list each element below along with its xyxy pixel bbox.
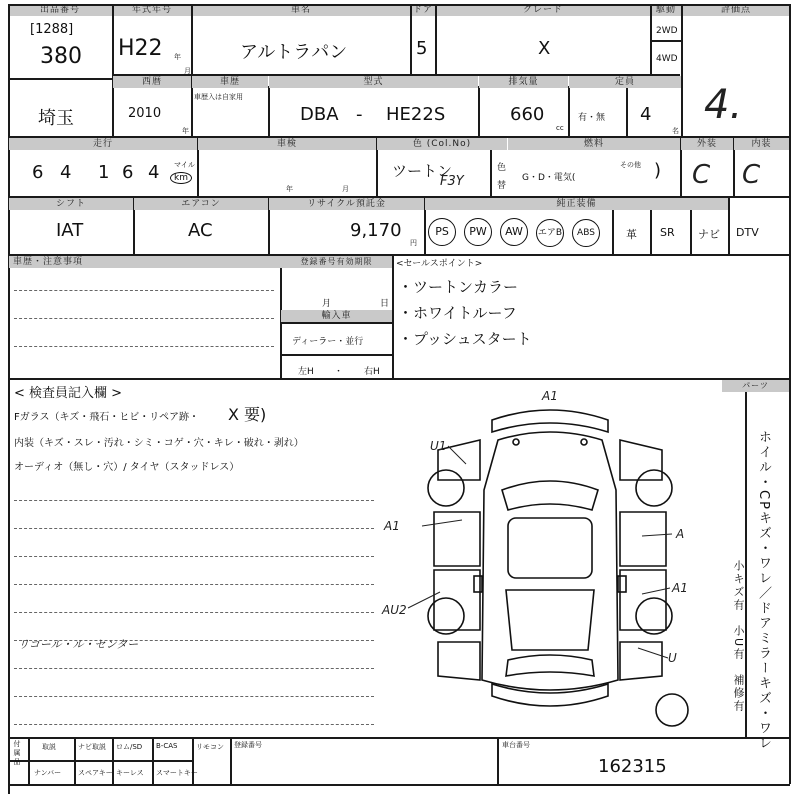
auction-sheet: 出品番号 年式年号 車名 ドア グレード 駆動 評価点 [1288] 380 埼玉 H22 年 月 アルトラパン 5 X 2WD 4WD 西暦 車歴 型式 排気量 定員 2010 年 車歴入は自家用 DBA - HE22S 660 cc 有・無 4 名 4. 走行 車検 色 (Col.No) 燃料 外装 内装 6 4 1 6 4 マイル km 年 月 ツートン F3Y 色 替 G・D・電気( その他 ) C C シフト エアコン リサイクル預託金 純正装備 IAT AC 9,170 円 PS PW AW エアB ABS 革 SR ナビ DTV 車歴・注意事項 登録番号有効期限 月 日 輸入車 ディーラー・並行 左H ・ 右H <セールスポイント> ・ツートンカラー ・ホワイトルーフ ・プッシュスタート < 検査員記入欄 > Fガラス（キズ・飛石・ヒビ・リペア跡・ X 要) 内装（キズ・スレ・汚れ・シミ・コゲ・穴・キレ・破れ・剥れ） オーディオ（無し・穴）/ タイヤ（スタッドレス） リコール・ル・センター A1 U1 A1 A A1 AU2 U パーツ ホイル・CPキズ・ワレ／ドアミラーキズ・ワレ 小キズ有 小U有 補修有 付属品 取説 ナビ取説 ロム/SD B-CAS リモコン ナンバー スペアキー キーレス スマートキー 登録番号 車台番号 162315 [0,0,800,800]
header-lot: 出品番号 [8,4,112,16]
import-dealer: ディーラー・並行 [292,337,364,347]
header-door: ドア [411,4,435,16]
equip-navi: ナビ [698,228,720,241]
mark-left-door: A1 [384,519,400,533]
region: 埼玉 [38,108,74,129]
color-code: F3Y [440,174,464,189]
header-grade: グレード [436,4,650,16]
lot-number: 380 [40,44,82,69]
handwritten-note: リコール・ル・センター [18,638,139,651]
mileage-digit-2: 4 [60,162,72,183]
mark-left-front: U1 [430,439,447,453]
equipment-row [428,218,608,247]
engine-cc: 660 [510,104,545,125]
evaluation-score: 4. [704,82,743,128]
exterior-grade: C [692,160,711,190]
mark-rear-right: U [668,651,677,665]
equip-pw: PW [464,218,492,246]
mark-right-rear: A1 [672,581,688,595]
frame-number: 162315 [598,756,667,777]
year-western: 2010 [128,106,162,121]
equip-leather: 革 [626,228,637,241]
equip-aw: AW [500,218,528,246]
glass-mark: X 要) [228,405,267,424]
equip-abs: ABS [572,219,600,247]
has-option: 有・無 [578,113,606,123]
mark-front: A1 [542,389,558,403]
fuel-options: G・D・電気( [522,173,576,183]
grade: X [538,38,551,59]
color-name: ツートン [392,162,453,180]
mark-left-rear: AU2 [382,603,407,617]
seat-count: 4 [640,104,652,125]
inspector-line-1: Fガラス（キズ・飛石・ヒビ・リペア跡・ [14,412,200,423]
equip-ps: PS [428,218,456,246]
sales-point-2: ・ホワイトルーフ [398,304,517,322]
equip-airbag: エアB [536,219,564,247]
equip-sr: SR [660,226,675,239]
parts-note-1: ホイル・CPキズ・ワレ／ドアミラーキズ・ワレ [756,430,771,751]
mileage-digit-5: 4 [148,162,160,183]
lot-code: [1288] [30,22,74,37]
model-code: HE22S [386,104,446,125]
mileage-digit-3: 1 [98,162,110,183]
aircon-type: AC [188,220,213,241]
year-era: H22 [118,36,163,61]
header-score: 評価点 [682,4,790,16]
interior-grade: C [742,160,761,190]
header-car-name: 車名 [192,4,410,16]
mileage-digit-1: 6 [32,162,44,183]
car-name: アルトラパン [240,42,348,63]
name-change-note: 車歴入は自家用 [194,93,243,101]
sales-point-1: ・ツートンカラー [398,278,519,296]
equip-dtv: DTV [736,226,759,239]
shift-type: IAT [56,220,84,241]
door-count: 5 [416,38,428,59]
inspector-line-3: オーディオ（無し・穴）/ タイヤ（スタッドレス） [14,462,240,473]
drive-4wd: 4WD [656,54,678,64]
car-damage-diagram [380,380,740,735]
sales-point-label: <セールスポイント> [396,259,483,269]
mileage-unit-km: km [170,172,192,184]
recycle-amount: 9,170 [350,220,402,241]
inspector-heading: < 検査員記入欄 > [14,386,123,401]
drive-2wd: 2WD [656,26,678,36]
mileage-digit-4: 6 [122,162,134,183]
parts-note-2: 小キズ有 小U有 補修有 [732,560,745,714]
header-drive: 駆動 [651,4,681,16]
model-prefix: DBA [300,104,339,125]
header-year: 年式年号 [113,4,191,16]
inspector-line-2: 内装（キズ・スレ・汚れ・シミ・コゲ・穴・キレ・破れ・剥れ） [14,438,304,449]
sales-point-3: ・プッシュスタート [398,330,532,348]
mark-right-door: A [676,527,685,541]
